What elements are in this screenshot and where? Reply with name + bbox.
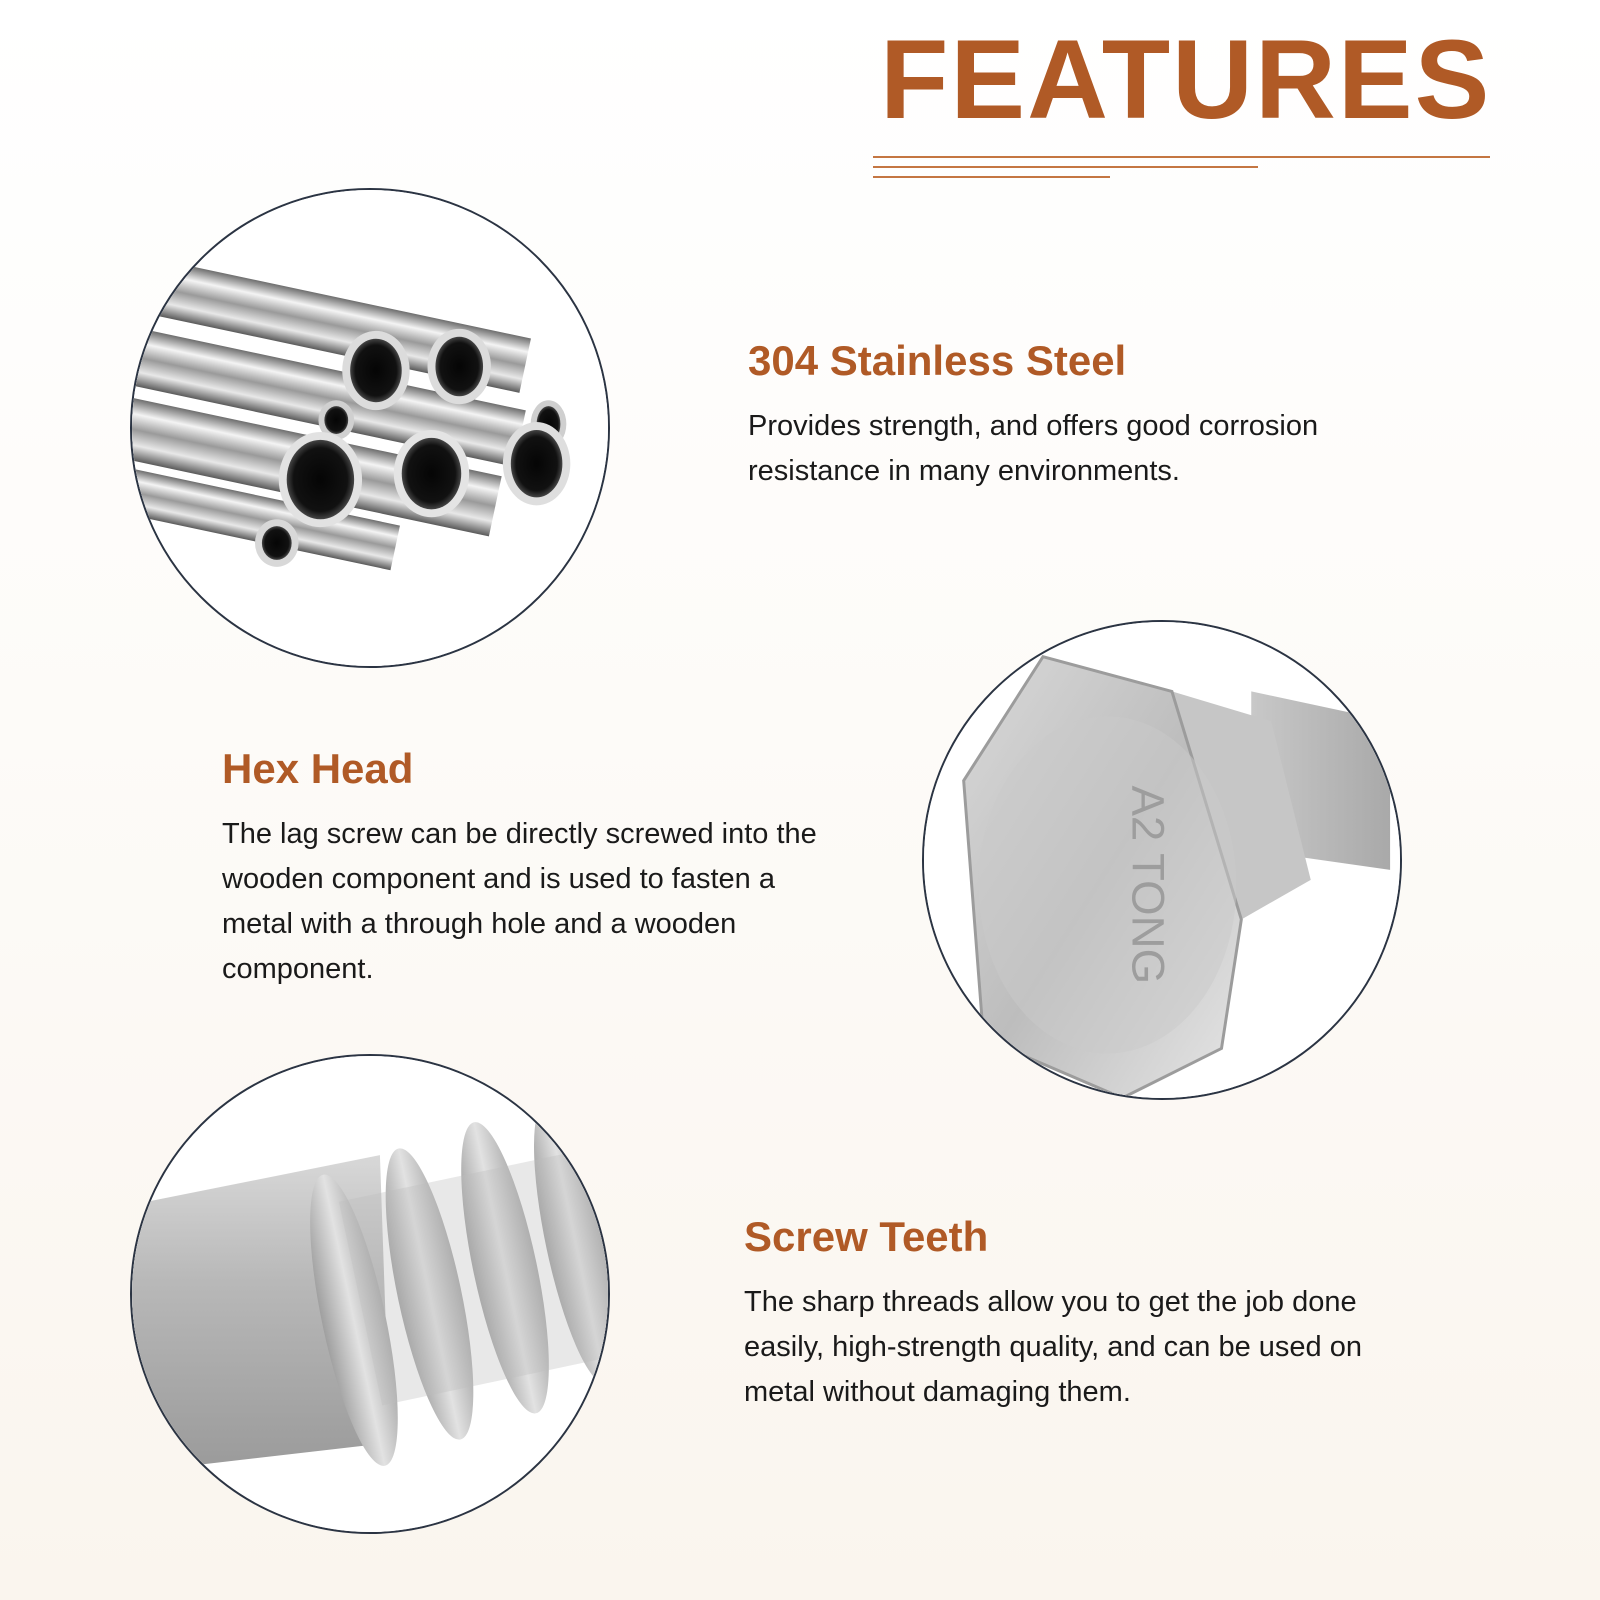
feature-description: The sharp threads allow you to get the job done easily, high-strength quality, and can be used on metal without damaging them. — [744, 1286, 1362, 1409]
feature-title: Screw Teeth — [744, 1213, 989, 1260]
screw-threads-icon — [132, 1056, 608, 1532]
title-rule-short — [873, 176, 1110, 178]
feature-screw-teeth — [744, 1212, 1434, 1415]
bolt-head-marking — [1122, 786, 1173, 985]
feature-title: 304 Stainless Steel — [748, 337, 1127, 384]
hex-bolt-head-icon — [924, 622, 1400, 1098]
feature-hex-head — [222, 744, 832, 992]
screw-teeth-image — [130, 1054, 610, 1534]
bolt-head-marking-text: A2 TONG — [1122, 785, 1174, 985]
stainless-steel-tubes-icon — [132, 190, 608, 666]
feature-stainless-steel — [748, 336, 1428, 494]
title-rule-long — [873, 156, 1490, 158]
stainless-steel-tubes-image — [130, 188, 610, 668]
feature-description: The lag screw can be directly screwed into the wooden component and is used to fasten a metal with a through hole and a wooden component. — [222, 818, 817, 986]
feature-description: Provides strength, and offers good corrosion resistance in many environments. — [748, 410, 1319, 488]
hex-head-image — [922, 620, 1402, 1100]
title-rule-mid — [873, 166, 1258, 168]
page-title: FEATURES — [880, 17, 1492, 142]
feature-title: Hex Head — [222, 745, 414, 792]
